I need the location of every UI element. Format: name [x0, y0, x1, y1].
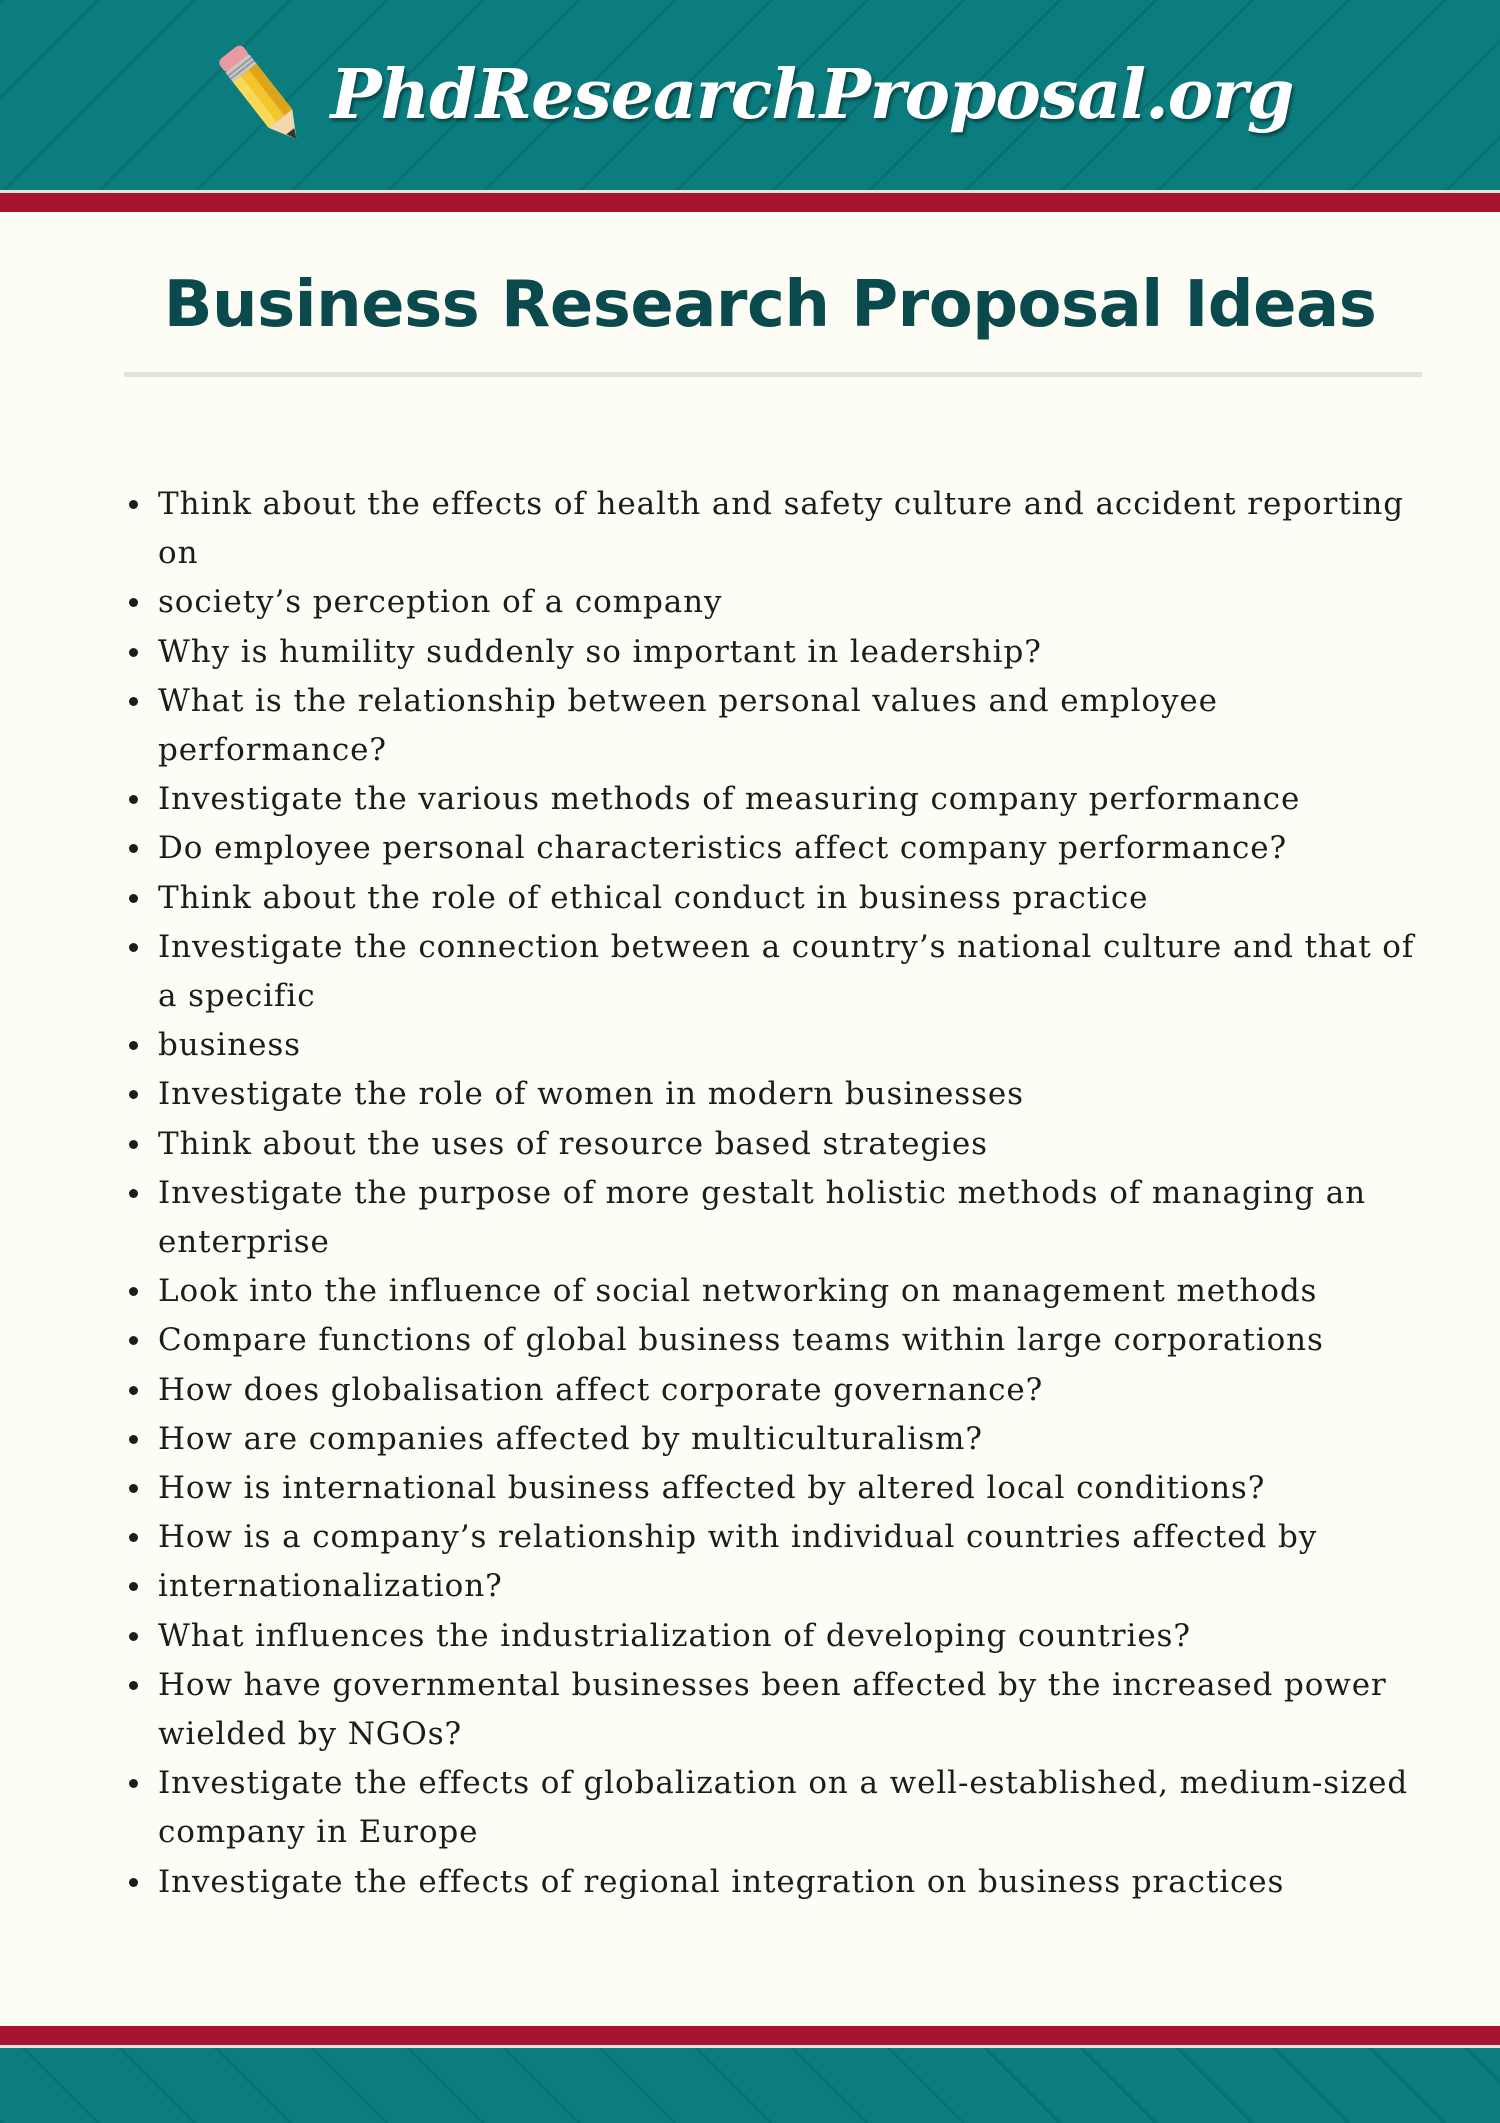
list-item: How is international business affected by altered local conditions? [124, 1464, 1424, 1513]
list-item: What influences the industrialization of developing countries? [124, 1612, 1424, 1661]
footer-banner [0, 2048, 1500, 2123]
list-item: Investigate the role of women in modern businesses [124, 1070, 1424, 1119]
list-item: Look into the influence of social networking on management methods [124, 1267, 1424, 1316]
list-item: Think about the role of ethical conduct in business practice [124, 874, 1424, 923]
pencil-icon [207, 35, 317, 155]
list-item: What is the relationship between personal values and employee performance? [124, 677, 1424, 775]
logo-text: PhdResearchProposal.org [330, 55, 1294, 135]
ideas-list [124, 480, 1424, 1907]
title-divider [124, 372, 1422, 377]
list-item: business [124, 1021, 1424, 1070]
list-item: Investigate the effects of globalization on a well-established, medium-sized company in Europe [124, 1759, 1424, 1857]
header-red-stripe [0, 190, 1500, 212]
list-item: Investigate the purpose of more gestalt holistic methods of managing an enterprise [124, 1169, 1424, 1267]
list-item: Why is humility suddenly so important in leadership? [124, 628, 1424, 677]
list-item: internationalization? [124, 1562, 1424, 1611]
page-title: Business Research Proposal Ideas [163, 268, 1377, 342]
list-item: How does globalisation affect corporate governance? [124, 1366, 1424, 1415]
list-item: How is a company’s relationship with individual countries affected by [124, 1513, 1424, 1562]
list-item: Investigate the connection between a country’s national culture and that of a specific [124, 923, 1424, 1021]
list-item: Think about the effects of health and safety culture and accident reporting on [124, 480, 1424, 578]
list-item: Do employee personal characteristics affect company performance? [124, 824, 1424, 873]
list-item: Compare functions of global business teams within large corporations [124, 1316, 1424, 1365]
list-item: society’s perception of a company [124, 578, 1424, 627]
list-item: Think about the uses of resource based strategies [124, 1120, 1424, 1169]
site-logo[interactable] [0, 0, 1500, 190]
list-item: Investigate the effects of regional integration on business practices [124, 1858, 1424, 1907]
list-item: Investigate the various methods of measuring company performance [124, 775, 1424, 824]
footer-red-stripe [0, 2026, 1500, 2048]
list-item: How have governmental businesses been affected by the increased power wielded by NGOs? [124, 1661, 1424, 1759]
list-item: How are companies affected by multiculturalism? [124, 1415, 1424, 1464]
